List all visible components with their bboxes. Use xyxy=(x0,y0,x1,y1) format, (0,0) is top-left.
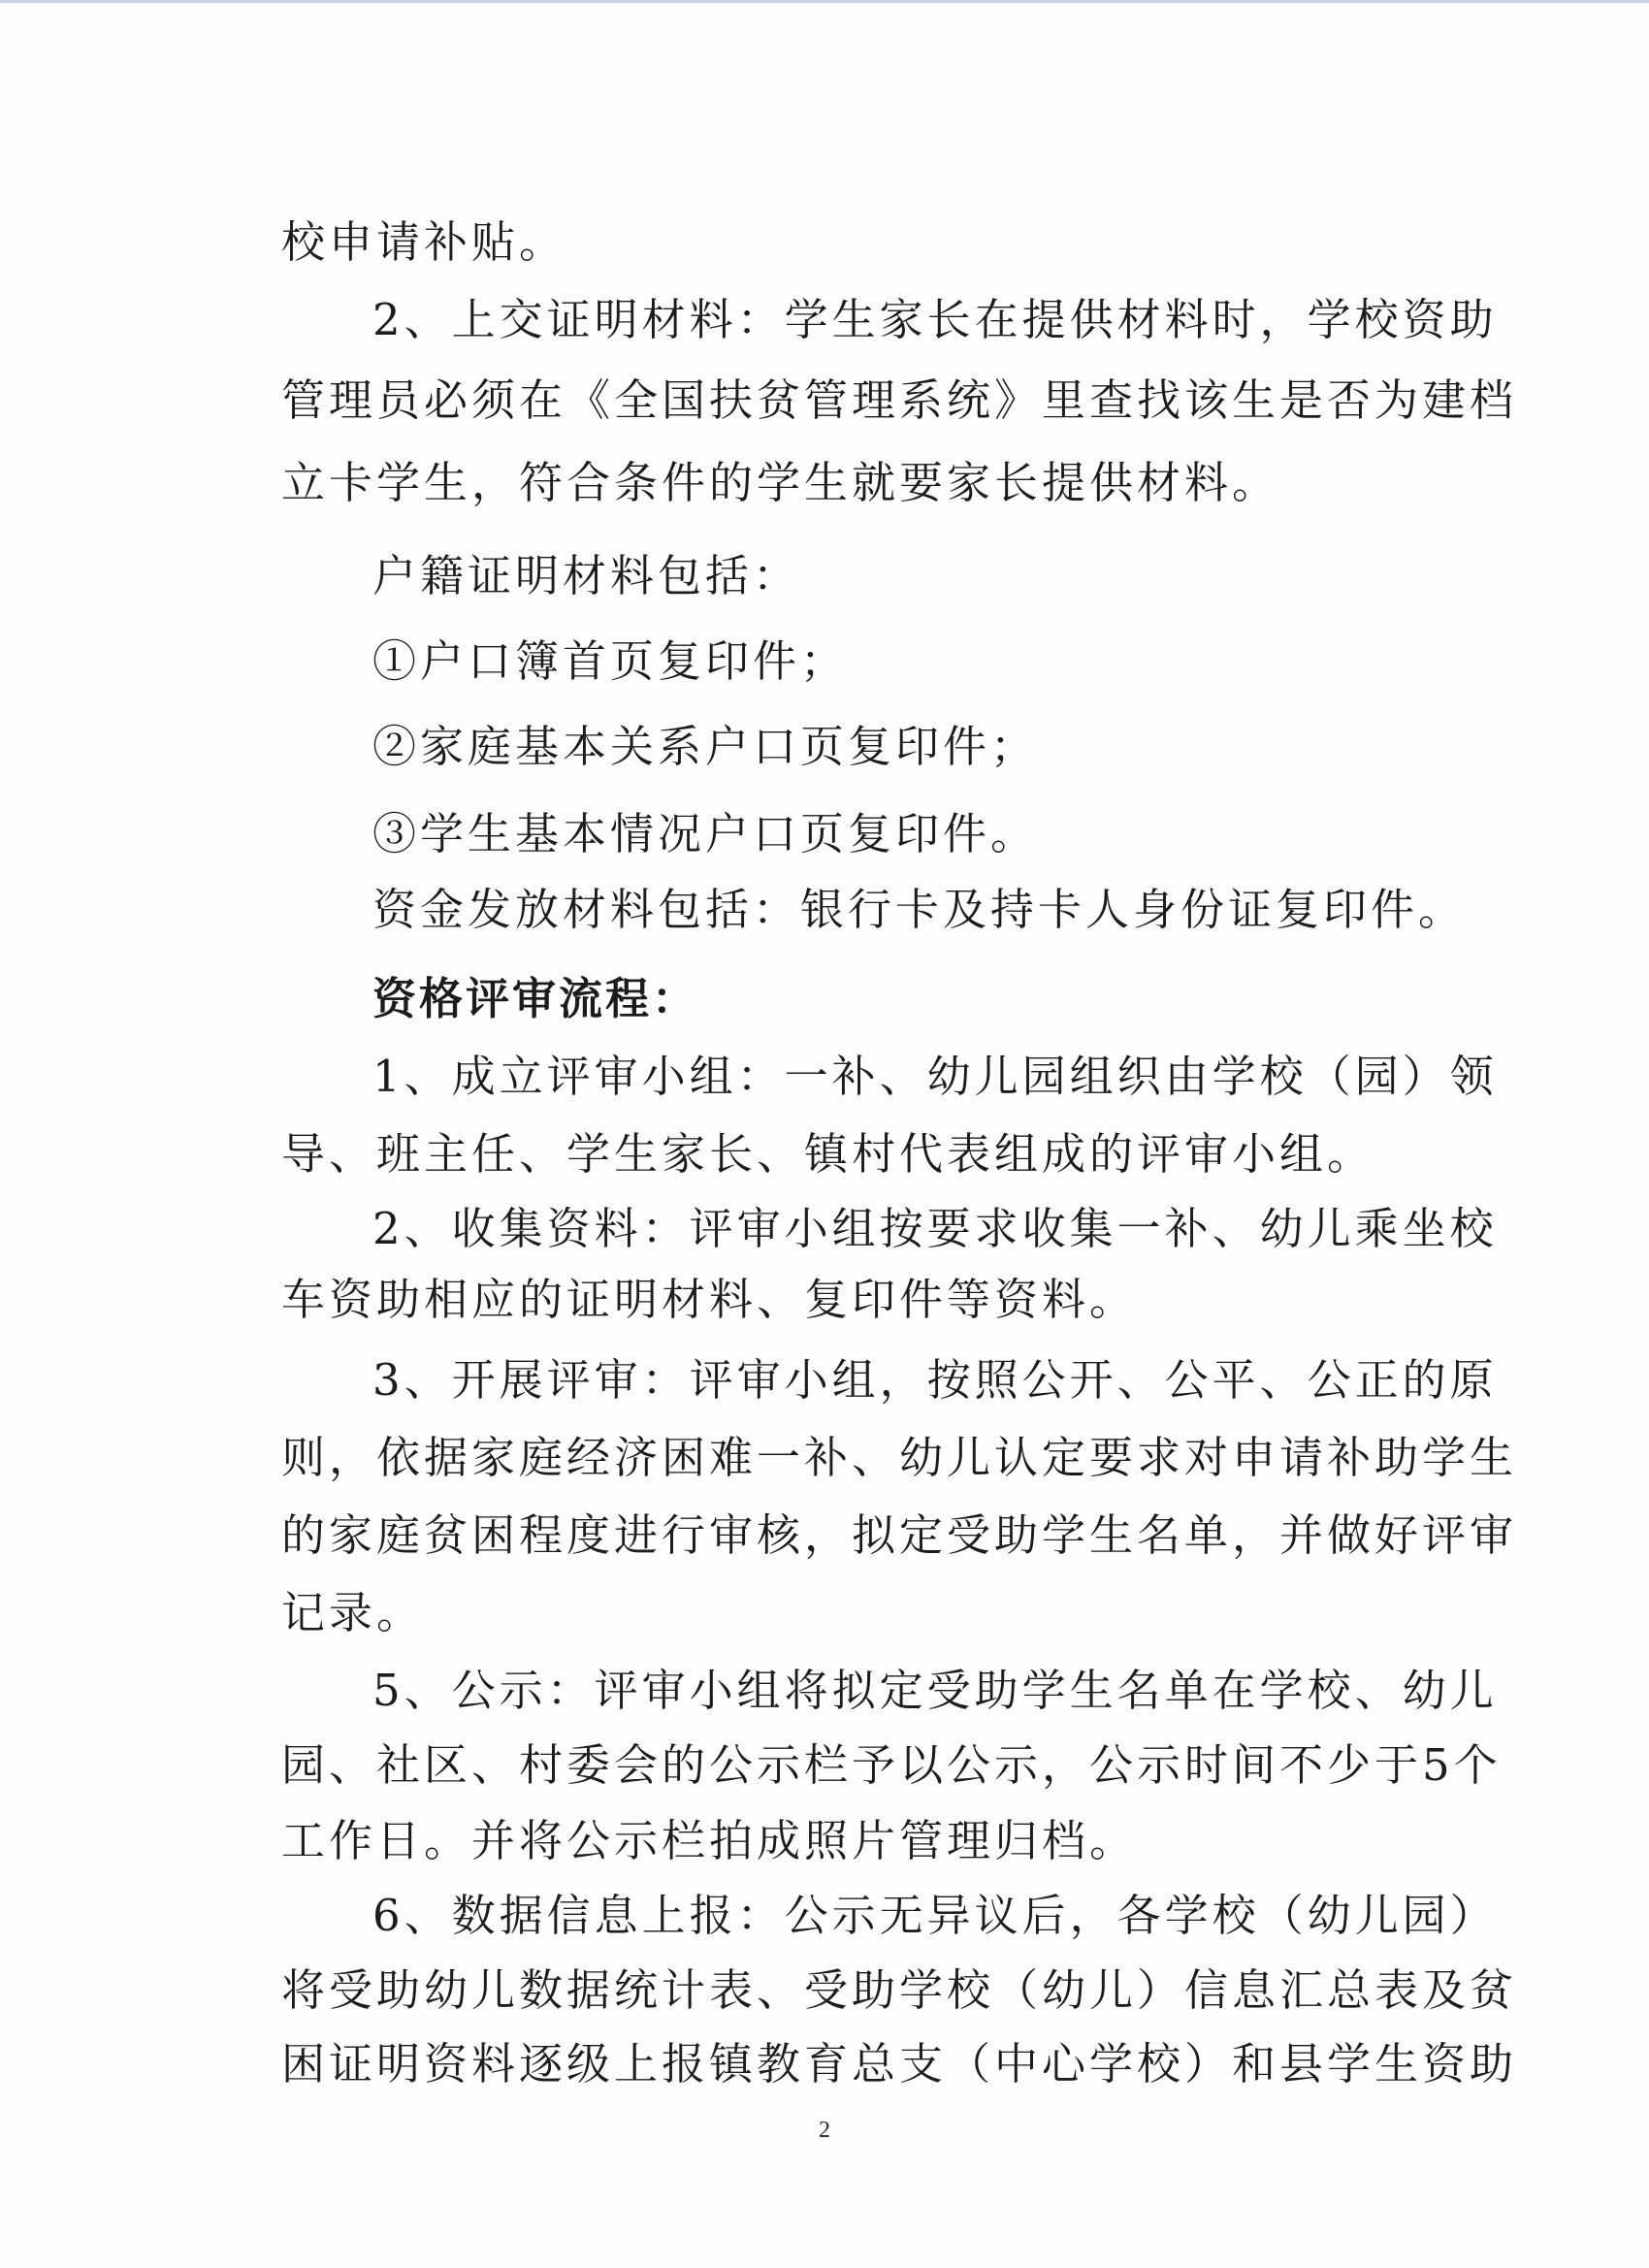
text-line: 园、社区、村委会的公示栏予以公示，公示时间不少于5个 xyxy=(281,1739,1502,1791)
list-item: ②家庭基本关系户口页复印件； xyxy=(372,721,1039,772)
text-line: 工作日。并将公示栏拍成照片管理归档。 xyxy=(281,1815,1138,1866)
text-line: 则，依据家庭经济困难一补、幼儿认定要求对申请补助学生 xyxy=(281,1432,1518,1483)
text-line: 车资助相应的证明材料、复印件等资料。 xyxy=(281,1274,1138,1325)
text-line: 将受助幼儿数据统计表、受助学校（幼儿）信息汇总表及贫 xyxy=(281,1964,1518,2016)
text-line: 6、数据信息上报：公示无异议后，各学校（幼儿园） xyxy=(372,1890,1498,1941)
text-line: 2、上交证明材料：学生家长在提供材料时，学校资助 xyxy=(372,294,1498,345)
text-line: 的家庭贫困程度进行审核，拟定受助学生名单，并做好评审 xyxy=(281,1509,1518,1561)
text-line: 立卡学生，符合条件的学生就要家长提供材料。 xyxy=(281,457,1280,508)
text-line: 2、收集资料：评审小组按要求收集一补、幼儿乘坐校 xyxy=(372,1203,1498,1254)
text-line: 导、班主任、学生家长、镇村代表组成的评审小组。 xyxy=(281,1128,1375,1180)
list-item: ③学生基本情况户口页复印件。 xyxy=(372,808,1039,859)
text-line: 3、开展评审：评审小组，按照公开、公平、公正的原 xyxy=(372,1354,1498,1406)
text-line: 校申请补贴。 xyxy=(281,216,567,268)
text-line: 资金发放材料包括：银行卡及持卡人身份证复印件。 xyxy=(372,884,1467,935)
text-line: 户籍证明材料包括： xyxy=(372,550,801,601)
list-item: ①户口簿首页复印件； xyxy=(372,635,849,687)
text-line: 1、成立评审小组：一补、幼儿园组织由学校（园）领 xyxy=(372,1051,1498,1102)
text-line: 5、公示：评审小组将拟定受助学生名单在学校、幼儿 xyxy=(372,1665,1498,1716)
page-number: 2 xyxy=(819,2118,830,2143)
text-line: 困证明资料逐级上报镇教育总支（中心学校）和县学生资助 xyxy=(281,2038,1518,2090)
section-heading: 资格评审流程： xyxy=(372,973,699,1024)
scan-top-edge xyxy=(0,0,1649,3)
text-line: 管理员必须在《全国扶贫管理系统》里查找该生是否为建档 xyxy=(281,374,1518,426)
text-line: 记录。 xyxy=(281,1587,425,1638)
